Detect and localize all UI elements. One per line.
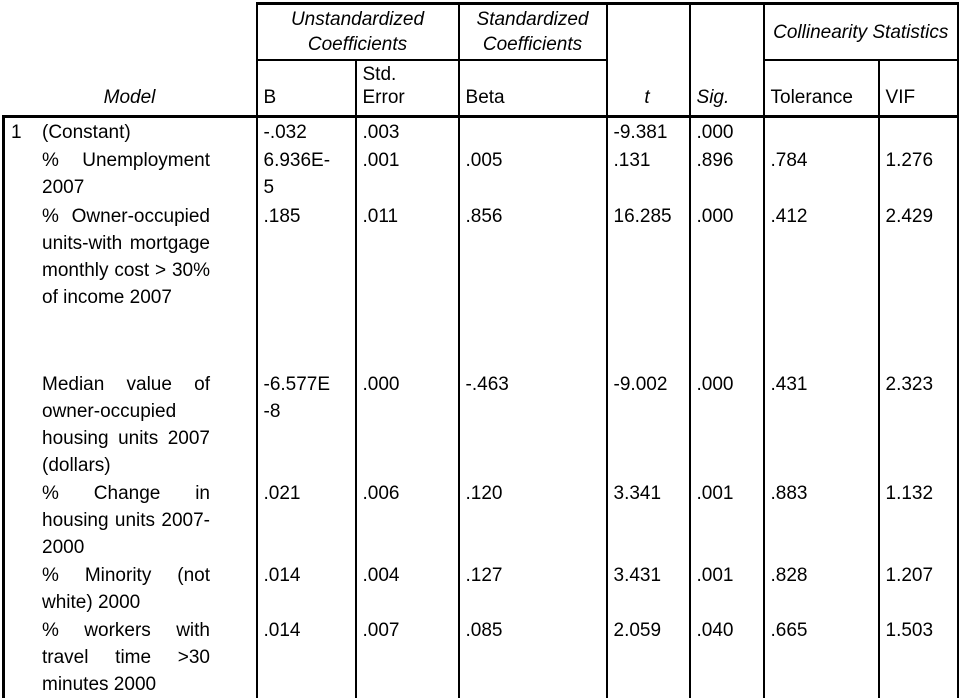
cell-b xyxy=(257,561,356,616)
cell-vif: 2.429 xyxy=(879,202,959,370)
cell-tolerance: .431 xyxy=(764,370,879,479)
table-row xyxy=(4,146,959,202)
row-label: % Unemployment 2007 xyxy=(42,149,210,198)
cell-tolerance: .665 xyxy=(764,616,879,698)
cell-sig: .040 xyxy=(690,616,764,698)
cell-std-error: .004 xyxy=(356,561,459,616)
b-value: .014 xyxy=(263,619,301,641)
cell-t: 3.431 xyxy=(607,561,690,616)
table-row xyxy=(4,616,959,698)
b-value: .021 xyxy=(263,482,301,504)
cell-std-error: .006 xyxy=(356,479,459,561)
row-label: % Change in housing units 2007-2000 xyxy=(42,482,210,558)
group-standardized-coefficients: Standardized Coefficients xyxy=(459,4,607,61)
cell-b xyxy=(257,116,356,146)
cell-std-error: .001 xyxy=(356,146,459,202)
cell-tolerance xyxy=(764,116,879,146)
b-value: -.032 xyxy=(263,121,307,143)
cell-beta: .085 xyxy=(459,616,607,698)
cell-vif: 2.323 xyxy=(879,370,959,479)
cell-b xyxy=(257,616,356,698)
std-error-column-header xyxy=(356,60,459,116)
b-value: .014 xyxy=(263,564,301,586)
group-header-row xyxy=(4,4,959,61)
cell-tolerance: .828 xyxy=(764,561,879,616)
b-value: -6.577E-8 xyxy=(263,373,331,422)
cell-beta: .120 xyxy=(459,479,607,561)
cell-std-error: .007 xyxy=(356,616,459,698)
cell-t: .131 xyxy=(607,146,690,202)
cell-t: -9.381 xyxy=(607,116,690,146)
cell-t: 3.341 xyxy=(607,479,690,561)
cell-tolerance: .412 xyxy=(764,202,879,370)
b-value: 6.936E-5 xyxy=(263,149,331,198)
cell-vif: 1.132 xyxy=(879,479,959,561)
row-label-cell xyxy=(4,370,257,479)
vif-column-header: VIF xyxy=(879,60,959,116)
row-label-cell xyxy=(4,116,257,146)
row-label: % Owner-occupied units-with mortgage monthly cost > 30% of income 2007 xyxy=(42,205,210,308)
cell-t: 2.059 xyxy=(607,616,690,698)
model-column-header: Model xyxy=(4,4,257,117)
b-value: .185 xyxy=(263,205,301,227)
cell-b xyxy=(257,370,356,479)
cell-sig: .000 xyxy=(690,370,764,479)
coefficients-table xyxy=(2,2,959,698)
cell-sig: .896 xyxy=(690,146,764,202)
cell-std-error: .000 xyxy=(356,370,459,479)
cell-beta: .127 xyxy=(459,561,607,616)
std-error-label: Std. Error xyxy=(362,63,405,108)
t-column-header: t xyxy=(607,4,690,117)
row-label: (Constant) xyxy=(42,121,131,143)
row-label: % Minority (not white) 2000 xyxy=(42,564,210,613)
cell-vif: 1.207 xyxy=(879,561,959,616)
cell-b xyxy=(257,202,356,370)
row-label: Median value of owner-occupied housing units 2007 (dollars) xyxy=(42,373,210,476)
cell-beta xyxy=(459,116,607,146)
cell-b xyxy=(257,479,356,561)
cell-tolerance: .784 xyxy=(764,146,879,202)
cell-vif: 1.503 xyxy=(879,616,959,698)
table-row xyxy=(4,561,959,616)
cell-tolerance: .883 xyxy=(764,479,879,561)
table-row xyxy=(4,479,959,561)
row-label-cell xyxy=(4,479,257,561)
row-label-cell xyxy=(4,146,257,202)
cell-b xyxy=(257,146,356,202)
table-row xyxy=(4,116,959,146)
cell-vif: 1.276 xyxy=(879,146,959,202)
model-number: 1 xyxy=(11,121,22,143)
row-label-cell xyxy=(4,202,257,370)
cell-sig: .001 xyxy=(690,561,764,616)
cell-vif xyxy=(879,116,959,146)
cell-sig: .000 xyxy=(690,116,764,146)
cell-beta: .856 xyxy=(459,202,607,370)
b-column-header: B xyxy=(257,60,356,116)
group-unstandardized-coefficients: Unstandardized Coefficients xyxy=(257,4,459,61)
beta-column-header: Beta xyxy=(459,60,607,116)
row-label: % workers with travel time >30 minutes 2000 xyxy=(42,619,210,695)
cell-t: -9.002 xyxy=(607,370,690,479)
cell-beta: .005 xyxy=(459,146,607,202)
table-row xyxy=(4,370,959,479)
table-row xyxy=(4,202,959,370)
cell-t: 16.285 xyxy=(607,202,690,370)
cell-std-error: .011 xyxy=(356,202,459,370)
sig-column-header: Sig. xyxy=(690,4,764,117)
row-label-cell xyxy=(4,616,257,698)
cell-std-error: .003 xyxy=(356,116,459,146)
cell-sig: .000 xyxy=(690,202,764,370)
cell-sig: .001 xyxy=(690,479,764,561)
group-collinearity-statistics: Collinearity Statistics xyxy=(764,4,959,61)
tolerance-column-header: Tolerance xyxy=(764,60,879,116)
cell-beta: -.463 xyxy=(459,370,607,479)
row-label-cell xyxy=(4,561,257,616)
